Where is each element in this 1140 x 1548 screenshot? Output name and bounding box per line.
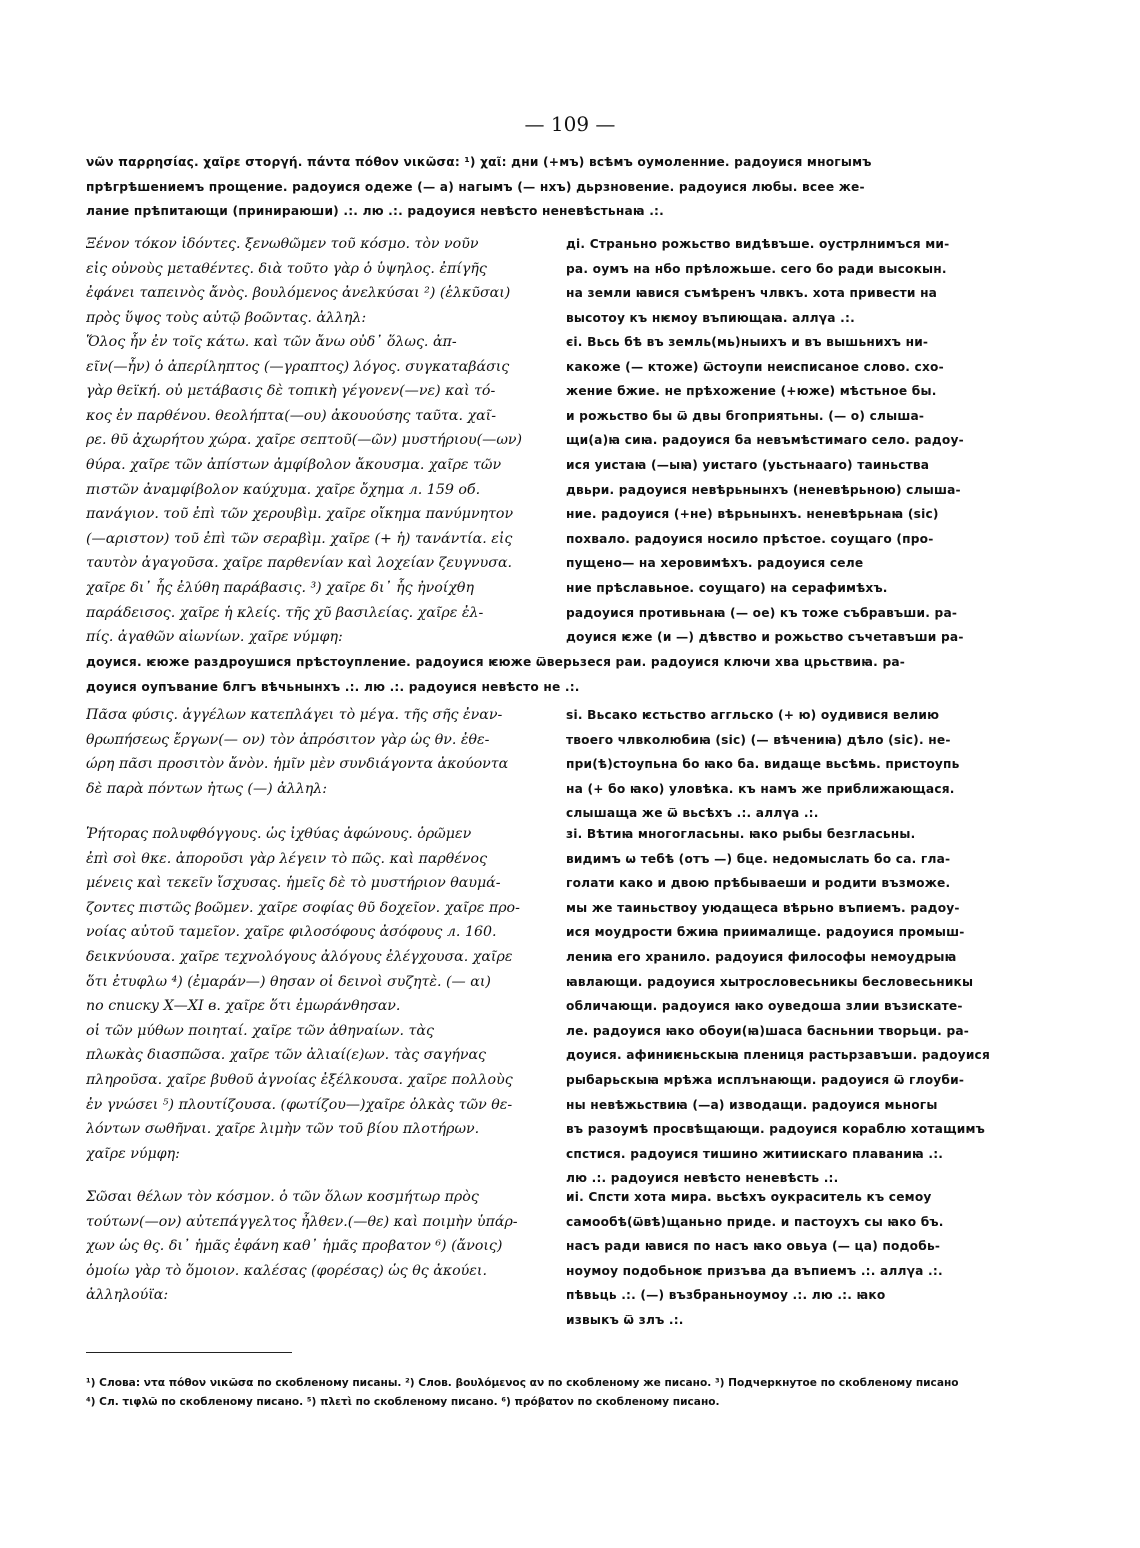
text-line: въ разоумѣ просвѣщающи. радоуися кораблю хотащимъ bbox=[566, 1122, 986, 1137]
text-line: доуися оупъвание блгъ вѣчьнынхъ .:. лю .:. радоуися невѣсто не .:. bbox=[86, 679, 580, 694]
text-line: πληροῦσα. χαῖρε βυθοῦ ἀγνοίας ἐξέλκουσα. χαῖρε πολλοὺς bbox=[86, 1071, 513, 1088]
greek-stanza-sosai bbox=[86, 1185, 548, 1308]
text-line: лание прѣпитающи (принираюши) .:. лю .:. радоуися невѣсто неневѣстьнаꙗ .:. bbox=[86, 204, 664, 219]
text-line: πίς. ἀγαθῶν αἰωνίων. χαῖρε νύμφη: bbox=[86, 629, 343, 646]
text-line: жение бжие. не прѣхожение (+юже) мѣстьное бы. bbox=[566, 384, 937, 399]
text-line: насъ ради ꙗвися по насъ ꙗко овьуа (— ца) подобь- bbox=[566, 1239, 941, 1254]
text-line: двьри. радоуися невѣрьнынхъ (неневѣрьною) слыша- bbox=[566, 482, 961, 497]
text-line: доуися. афиниѥньскыꙗ плениця растьрзавъши. радоуися bbox=[566, 1048, 991, 1063]
text-line: ѕі. Вьсако ѥстьство аггльско (+ ю) оудивися велию bbox=[566, 708, 940, 722]
text-line: по списку X—XI в. χαῖρε ὅτι ἐμωράνθησαν. bbox=[86, 998, 401, 1015]
text-line: ле. радоуися ꙗко обоуи(ꙗ)шаса басньнии творьци. ра- bbox=[566, 1023, 970, 1038]
text-line: ἀλληλούϊα: bbox=[86, 1287, 169, 1304]
text-line: νῶν παρρησίας. χαῖρε στοργή. πάντα πόθον νικῶσα: ¹) χαῖ: дни (+мъ) всѣмъ оумоленние. радоуися многымъ bbox=[86, 155, 872, 169]
text-line: χαῖρε νύμφη: bbox=[86, 1145, 180, 1162]
text-line: τούτων(—ον) αὐτεπάγγελτος ἦλθεν.(—θε) καὶ ποιμὴν ὑπάρ- bbox=[86, 1213, 518, 1230]
text-line: πρὸς ὕψος τοὺς αὐτῷ βοῶντας. ἀλληλ: bbox=[86, 309, 367, 326]
text-line: γὰρ θεϊκή. οὐ μετάβασις δὲ τοπικὴ γέγονεν(—νε) καὶ τό- bbox=[86, 383, 496, 400]
text-line: ⁴) Сл. τιφλῶ по скобленому писано. ⁵) πλετὶ по скобленому писано. ⁶) πρόβατον по скобленому писано. bbox=[86, 1396, 720, 1408]
text-line: ἐν γνώσει ⁵) πλουτίζουσα. (φωτίζου—)χαῖρε ὁλκὰς τῶν θε- bbox=[86, 1096, 513, 1113]
text-line: прѣгрѣшениемъ прощение. радоуися одеже (— а) нагымъ (— нхъ) дьрзновение. радоуися любы. всее же- bbox=[86, 179, 865, 194]
slavonic-stanza-zi bbox=[566, 822, 1006, 1191]
text-line: πιστῶν ἀναμφίβολον καύχυμα. χαῖρε ὄχημα л. 159 об. bbox=[86, 481, 481, 498]
text-line: ние. радоуися (+не) вѣрьнынхъ. неневѣрьнаꙗ (sic) bbox=[566, 507, 939, 522]
text-line: пѣвьць .:. (—) възбраньноумоу .:. лю .:. ꙗко bbox=[566, 1288, 886, 1303]
text-line: οἱ τῶν μύθων ποιηταί. χαῖρε τῶν ἀθηναίων. τὰς bbox=[86, 1022, 434, 1039]
text-line: рыбарьскыꙗ мрѣжа исплънающи. радоуися ѿ глоуби- bbox=[566, 1072, 965, 1087]
text-line: обличающи. радоуися ꙗко оуведоша злии възискате- bbox=[566, 999, 963, 1014]
text-line: видимъ ѡ тебѣ (отъ —) бце. недомыслать бо са. гла- bbox=[566, 851, 951, 866]
text-line: Πᾶσα φύσις. ἀγγέλων κατεπλάγει τὸ μέγα. τῆς σῆς ἐναν- bbox=[86, 707, 503, 723]
text-line: єі. Вьсь бѣ въ земль(мь)ныихъ и въ вышьнихъ ни- bbox=[566, 335, 929, 349]
text-line: ны невѣжьствиꙗ (—а) извoдащи. радоуися мьногы bbox=[566, 1097, 938, 1112]
text-line: лю .:. радоуися невѣсто неневѣсть .:. bbox=[566, 1171, 839, 1186]
text-line: Ξένον τόκον ἰδόντες. ξενωθῶμεν τοῦ κόσμο. τὸν νοῦν bbox=[86, 236, 479, 252]
text-block-middle bbox=[86, 650, 1006, 699]
slavonic-stanza-di bbox=[566, 232, 1006, 330]
text-line: θρωπήσεως ἔργων(— ον) τὸν ἀπρόσιτον γὰρ ὡς θν. ἐθε- bbox=[86, 731, 490, 748]
text-line: Ὅλος ἦν ἐν τοῖς κάτω. καὶ τῶν ἄνω οὐδ᾽ ὅλως. ἀπ- bbox=[86, 334, 457, 350]
text-block-top bbox=[86, 150, 1006, 224]
text-line: κος ἐν παρθένου. θεολήπτα(—ου) ἀκουούσης ταῦτα. χαῖ- bbox=[86, 407, 497, 424]
text-line: высотоу къ нѥмоу въпиющаꙗ. аллγа .:. bbox=[566, 310, 855, 325]
text-line: δὲ παρὰ πόντων ἠτως (—) ἀλληλ: bbox=[86, 780, 328, 797]
text-line: радоуися противьнаꙗ (— ое) къ тоже събравъши. ра- bbox=[566, 605, 958, 620]
slavonic-stanza-si bbox=[566, 703, 1006, 826]
text-line: самообѣ(ѿвѣ)щаньно приде. и пастоухъ сы ꙗко бъ. bbox=[566, 1214, 944, 1229]
text-line: на земли ꙗвися съмѣренъ члвкъ. хота привести на bbox=[566, 286, 938, 301]
text-line: νοίας αὐτοῦ ταμεῖον. χαῖρε φιλοσόφους ἀσόφους л. 160. bbox=[86, 924, 497, 941]
footnote-divider bbox=[86, 1352, 292, 1353]
text-line: извыкъ ѿ злъ .:. bbox=[566, 1312, 684, 1327]
text-line: ρε. θῦ ἀχωρήτου χώρα. χαῖρε σεπτοῦ(—ῶν) μυστήριου(—ων) bbox=[86, 432, 523, 449]
text-line: χαῖρε δι᾽ ἧς ἐλύθη παράβασις. ³) χαῖρε δι᾽ ἧς ἠνοίχθη bbox=[86, 579, 474, 596]
text-line: ра. оумъ на нбо прѣложьше. сего бо ради высокын. bbox=[566, 261, 947, 276]
text-line: ὁμοίω γὰρ τὸ ὅμοιον. καλέσας (φορέσας) ὡς θς ἀκούει. bbox=[86, 1262, 487, 1279]
text-line: πανάγιον. τοῦ ἐπὶ τῶν χερουβὶμ. χαῖρε οἴκημα πανύμνητον bbox=[86, 506, 514, 523]
text-line: ися уистаꙗ (—ыꙗ) уистаго (уьстьнааго) таиньства bbox=[566, 457, 930, 472]
text-line: ноумоу подобьноѥ призъва да въпиемъ .:. аллγа .:. bbox=[566, 1263, 943, 1278]
text-line: доуися. ѥюже раздроушися прѣстоупление. радоуися ѥюже ѿверьзеся раи. радоуися ключи хва црьствиꙗ. ра- bbox=[86, 655, 906, 669]
greek-stanza-ksenon bbox=[86, 232, 548, 330]
text-line: голати како и двою прѣбываеши и родити възможе. bbox=[566, 876, 951, 891]
text-line: παράδεισος. χαῖρε ἡ κλείς. τῆς χῦ βασιλείας. χαῖρε ἐλ- bbox=[86, 604, 484, 621]
footnotes bbox=[86, 1374, 1006, 1412]
text-line: ді. Страньно рожьство видѣвъше. оустрлнимъся ми- bbox=[566, 237, 950, 251]
text-line: спстися. радоуися тишино житиискаго плаваниꙗ .:. bbox=[566, 1146, 944, 1161]
text-line: Ῥήτορας πολυφθόγγους. ὡς ἰχθύας ἀφώνους. ὁρῶμεν bbox=[86, 826, 472, 842]
text-line: μένεις καὶ τεκεῖν ἴσχυσας. ἡμεῖς δὲ τὸ μυστήριον θαυμά- bbox=[86, 875, 501, 892]
text-line: ζοντες πιστῶς βοῶμεν. χαῖρε σοφίας θῦ δοχεῖον. χαῖρε προ- bbox=[86, 899, 520, 916]
text-line: какоже (— ктоже) ѿстоупи неисписаное слово. схо- bbox=[566, 359, 944, 374]
text-line: (—αριστον) τοῦ ἐπὶ τῶν σεραβὶμ. χαῖρε (+ ἡ) τανάντία. εἰς bbox=[86, 530, 513, 547]
text-line: ися моудрости бжиꙗ приималище. радоуися промыш- bbox=[566, 925, 965, 940]
text-line: ¹) Слова: ντα πόθον νικῶσα по скобленому писаны. ²) Слов. βουλόμενος αν по скобленому же писано. ³) Подчеркнутое по скобленому писано bbox=[86, 1377, 959, 1389]
text-line: ꙗвлающи. радоуися хытрословесьникы бесловесьникы bbox=[566, 974, 974, 989]
text-line: при(ѣ)стоупьна бо ꙗко ба. видаще вьсѣмь. пристоупь bbox=[566, 757, 960, 772]
slavonic-stanza-ii bbox=[566, 1185, 1006, 1333]
text-line: и рожьство бы ѿ двы бгоприятьны. (— о) слыша- bbox=[566, 408, 925, 423]
slavonic-stanza-ei bbox=[566, 330, 1006, 650]
page-number: — 109 — bbox=[524, 112, 616, 136]
text-line: слышаща же ѿ вьсѣхъ .:. аллγа .:. bbox=[566, 806, 819, 821]
text-line: мы же таиньствоу уюдащеса вѣрьно въпиемъ. радоу- bbox=[566, 900, 960, 915]
text-line: θύρα. χαῖρε τῶν ἀπίστων ἀμφίβολον ἄκουσμα. χαῖρε τῶν bbox=[86, 456, 502, 473]
text-line: λόντων σωθῆναι. χαῖρε λιμὴν τῶν τοῦ βίου πλοτήρων. bbox=[86, 1121, 480, 1138]
text-line: εῖν(—ἦν) ὁ ἀπερίληπτος (—γραπτος) λόγος. συγκαταβάσις bbox=[86, 358, 510, 375]
text-line: лениꙗ его хранило. радоуися философы немоудрыꙗ bbox=[566, 949, 957, 964]
text-line: твоего члвколюбиꙗ (sic) (— вѣчениꙗ) дѣло (sic). не- bbox=[566, 732, 951, 747]
greek-stanza-pasa bbox=[86, 703, 548, 801]
text-line: ние прѣславьное. соущаго) на серафимѣхъ. bbox=[566, 580, 888, 595]
text-line: на (+ бо ꙗко) уловѣка. къ намъ же приближающася. bbox=[566, 781, 955, 796]
text-line: ὅτι ἐτυφλω ⁴) (ἐμαράν—) θησαν οἱ δεινοὶ συζητὲ. (— αι) bbox=[86, 973, 491, 990]
text-line: пущено— на херовимѣхъ. радоуися селе bbox=[566, 556, 864, 571]
text-line: ώρη πᾶσι προσιτὸν ἄνὸν. ἡμῖν μὲν συνδιάγοντα ἀκούοντα bbox=[86, 756, 509, 773]
text-line: зі. Вѣтиꙗ многогласьны. ꙗко рыбы безгласьны. bbox=[566, 827, 916, 841]
text-line: ἐφάνει ταπεινὸς ἄνὸς. βουλόμενος ἀνελκύσαι ²) (ἑλκῦσαι) bbox=[86, 285, 511, 302]
text-line: πλωκὰς διασπῶσα. χαῖρε τῶν ἀλιαί(ε)ων. τὰς σαγήνας bbox=[86, 1047, 486, 1064]
text-line: доуися ѥже (и —) дѣвство и рожьство съчетавъши ра- bbox=[566, 630, 964, 645]
text-line: иі. Спсти хота мира. вьсѣхъ оукраситель къ семоу bbox=[566, 1190, 932, 1204]
text-line: Σῶσαι θέλων τὸν κόσμον. ὁ τῶν ὅλων κοσμήτωρ πρὸς bbox=[86, 1189, 479, 1205]
text-line: ταυτὸν ἀγαγοῦσα. χαῖρε παρθενίαν καὶ λοχείαν ζευγνυσα. bbox=[86, 555, 513, 572]
text-line: похвало. радоуися носило прѣстое. соущаго (про- bbox=[566, 531, 934, 546]
greek-stanza-holos bbox=[86, 330, 548, 650]
text-line: χων ὡς θς. δι᾽ ἡμᾶς ἐφάνη καθ᾽ ἡμᾶς προβατον ⁶) (ἄνοις) bbox=[86, 1238, 503, 1255]
text-line: δεικνύουσα. χαῖρε τεχνολόγους ἀλόγους ἐλέγχουσα. χαῖρε bbox=[86, 948, 513, 965]
greek-stanza-rhetoras bbox=[86, 822, 548, 1166]
text-line: ἐπὶ σοὶ θκε. ἀποροῦσι γὰρ λέγειν τὸ πῶς. καὶ παρθένος bbox=[86, 850, 488, 867]
text-line: щи(а)ꙗ сиꙗ. радоуися ба невъмѣстимаго село. радоу- bbox=[566, 433, 964, 448]
text-line: εἰς οὐνοὺς μεταθέντες. διὰ τοῦτο γὰρ ὁ ὑψηλος. ἐπίγῆς bbox=[86, 260, 487, 277]
